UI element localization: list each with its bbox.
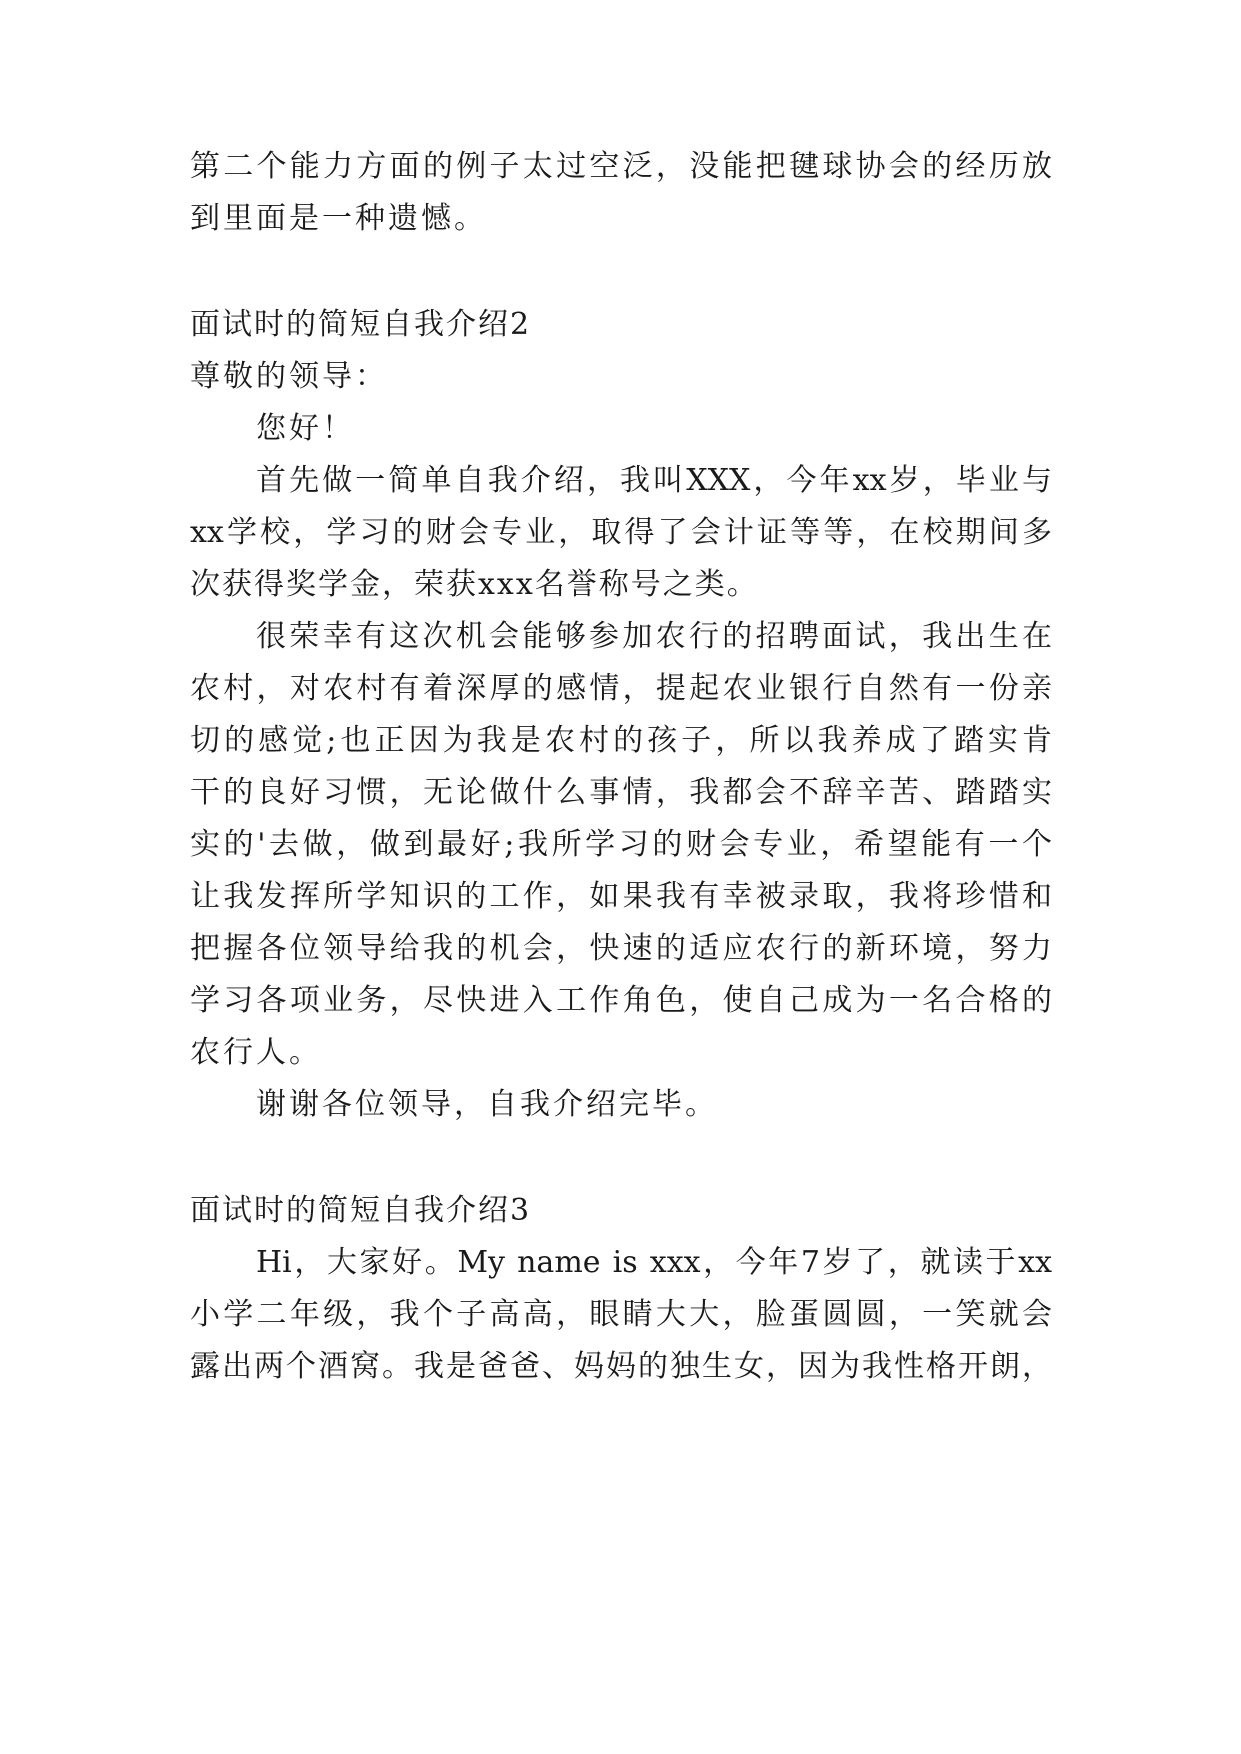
paragraph-line: 切的感觉;也正因为我是农村的孩子，所以我养成了踏实肯 [190,723,1052,758]
closing-line: 谢谢各位领导，自我介绍完毕。 [256,1087,718,1122]
salutation: 尊敬的领导： [190,359,388,394]
paragraph-line: 让我发挥所学知识的工作，如果我有幸被录取，我将珍惜和 [190,879,1052,914]
paragraph-line: 农村，对农村有着深厚的感情，提起农业银行自然有一份亲 [190,671,1052,706]
section-title: 面试时的简短自我介绍3 [190,1193,532,1228]
section-title: 面试时的简短自我介绍2 [190,307,532,342]
paragraph-line: Hi，大家好。My name is xxx，今年7岁了，就读于xx [256,1245,1052,1280]
paragraph-line: 干的良好习惯，无论做什么事情，我都会不辞辛苦、踏踏实 [190,775,1052,810]
paragraph-line: 次获得奖学金，荣获xxx名誉称号之类。 [190,567,759,602]
paragraph-line: 农行人。 [190,1035,322,1070]
paragraph-line: 把握各位领导给我的机会，快速的适应农行的新环境，努力 [190,931,1052,966]
paragraph-line: 实的'去做，做到最好;我所学习的财会专业，希望能有一个 [190,827,1052,862]
paragraph-line: 很荣幸有这次机会能够参加农行的招聘面试，我出生在 [256,619,1052,654]
paragraph-line: 第二个能力方面的例子太过空泛，没能把毽球协会的经历放 [190,149,1052,184]
greeting: 您好！ [256,411,355,446]
paragraph-line: 首先做一简单自我介绍，我叫XXX，今年xx岁，毕业与 [256,463,1052,498]
paragraph-line: xx学校，学习的财会专业，取得了会计证等等，在校期间多 [190,515,1052,550]
paragraph-line: 小学二年级，我个子高高，眼睛大大，脸蛋圆圆，一笑就会 [190,1297,1052,1332]
paragraph-line: 露出两个酒窝。我是爸爸、妈妈的独生女，因为我性格开朗， [190,1349,1052,1384]
paragraph-line: 学习各项业务，尽快进入工作角色，使自己成为一名合格的 [190,983,1052,1018]
paragraph-line: 到里面是一种遗憾。 [190,201,487,236]
